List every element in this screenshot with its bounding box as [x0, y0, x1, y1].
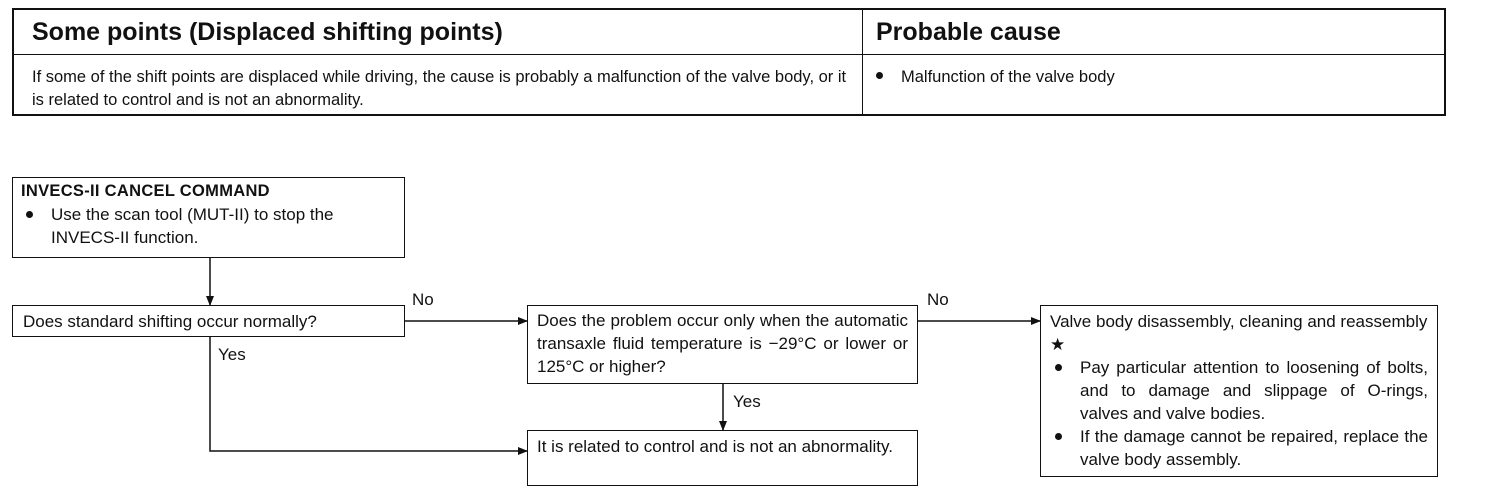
- bullet-icon: [1055, 364, 1062, 371]
- label-yes-q2: Yes: [733, 392, 761, 411]
- result-control-text: It is related to control and is not an abnormality.: [537, 437, 893, 456]
- cause-text: Malfunction of the valve body: [901, 68, 1115, 86]
- valve-body-item-1: [1050, 356, 1428, 425]
- question-fluid-temperature: [527, 305, 918, 384]
- label-no-q2: No: [927, 290, 949, 309]
- arrow-q1-yes: [210, 337, 527, 451]
- valve-body-box: [1040, 305, 1438, 477]
- table-header-cause: Probable cause: [876, 18, 1061, 46]
- question-standard-shifting: [12, 305, 405, 337]
- cancel-command-title: INVECS-II CANCEL COMMAND: [21, 182, 270, 200]
- cancel-command-item: [21, 203, 396, 249]
- bullet-icon: [1055, 433, 1062, 440]
- table-cell-symptom: If some of the shift points are displaced while driving, the cause is probably a malfunction of the valve body, or it is related to control and is not an abnormality.: [32, 68, 847, 109]
- result-control-box: [527, 430, 918, 486]
- valve-body-item-1-text: Pay particular attention to loosening of bolts, and to damage and slippage of O-rings, valves and valve bodies.: [1080, 358, 1428, 423]
- label-no-q1: No: [412, 290, 434, 309]
- valve-body-item-2-text: If the damage cannot be repaired, replace the valve body assembly.: [1080, 427, 1428, 469]
- label-yes-q1: Yes: [218, 345, 246, 364]
- valve-body-title: Valve body disassembly, cleaning and reassembly ★: [1050, 312, 1428, 354]
- question-fluid-temperature-text: Does the problem occur only when the automatic transaxle fluid temperature is −29°C or lower or 125°C or higher?: [537, 311, 908, 376]
- bullet-icon: [26, 211, 33, 218]
- cancel-command-box: [12, 177, 405, 258]
- cancel-command-text: Use the scan tool (MUT-II) to stop the INVECS-II function.: [51, 205, 334, 247]
- question-standard-shifting-text: Does standard shifting occur normally?: [23, 312, 317, 331]
- valve-body-item-2: [1050, 425, 1428, 471]
- table-header-symptom: Some points (Displaced shifting points): [32, 18, 503, 46]
